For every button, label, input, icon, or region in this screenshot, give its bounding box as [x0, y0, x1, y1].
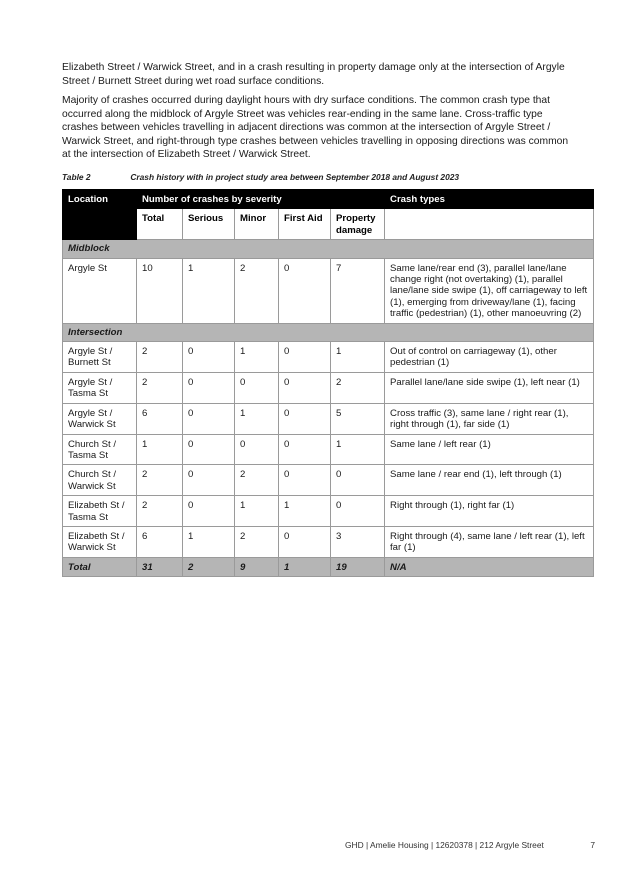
cell-minor: 9	[235, 557, 279, 576]
cell-property-damage: 1	[331, 434, 385, 465]
cell-total: 6	[137, 403, 183, 434]
footer-text: GHD | Amelie Housing | 12620378 | 212 Argyle Street	[345, 840, 544, 850]
header-blank	[63, 209, 137, 240]
cell-first-aid: 0	[279, 434, 331, 465]
cell-total: 2	[137, 372, 183, 403]
page-number: 7	[590, 840, 595, 850]
cell-location: Argyle St / Warwick St	[63, 403, 137, 434]
table-row	[63, 465, 594, 496]
header-first-aid: First Aid	[279, 209, 331, 240]
cell-property-damage: 0	[331, 496, 385, 527]
section-label: Intersection	[63, 323, 594, 341]
cell-property-damage: 3	[331, 526, 385, 557]
cell-serious: 1	[183, 526, 235, 557]
cell-minor: 0	[235, 372, 279, 403]
cell-property-damage: 5	[331, 403, 385, 434]
cell-location: Argyle St	[63, 258, 137, 323]
paragraph-intro: Elizabeth Street / Warwick Street, and in a crash resulting in property damage only at the intersection of Argyle Street / Burnett Street during wet road surface conditions.	[62, 62, 565, 87]
cell-total: 31	[137, 557, 183, 576]
cell-minor: 0	[235, 434, 279, 465]
cell-first-aid: 0	[279, 372, 331, 403]
table-row	[63, 434, 594, 465]
cell-crash-types: Right through (4), same lane / left rear (1), left far (1)	[385, 526, 594, 557]
cell-first-aid: 0	[279, 403, 331, 434]
cell-serious: 0	[183, 496, 235, 527]
cell-serious: 0	[183, 403, 235, 434]
cell-first-aid: 1	[279, 496, 331, 527]
cell-property-damage: 7	[331, 258, 385, 323]
header-total: Total	[137, 209, 183, 240]
cell-first-aid: 0	[279, 465, 331, 496]
table-number: Table 2	[62, 172, 91, 182]
cell-minor: 1	[235, 342, 279, 373]
table-row	[63, 372, 594, 403]
table-row	[63, 526, 594, 557]
section-label: Midblock	[63, 240, 594, 258]
table-row	[63, 403, 594, 434]
cell-property-damage: 0	[331, 465, 385, 496]
cell-crash-types: Out of control on carriageway (1), other pedestrian (1)	[385, 342, 594, 373]
cell-location: Church St / Warwick St	[63, 465, 137, 496]
cell-property-damage: 1	[331, 342, 385, 373]
cell-total: 10	[137, 258, 183, 323]
cell-crash-types: Same lane/rear end (3), parallel lane/lane change right (not overtaking) (1), parallel lane/lane side swipe (1), off carriageway to left (1), emerging from driveway/lane (1), facing traffic (pedestrian) (1), other manoeuvring (2)	[385, 258, 594, 323]
table-header-row	[63, 190, 594, 209]
cell-serious: 0	[183, 465, 235, 496]
cell-first-aid: 1	[279, 557, 331, 576]
cell-first-aid: 0	[279, 526, 331, 557]
table-row	[63, 496, 594, 527]
section-row-intersection	[63, 323, 594, 341]
cell-total: 6	[137, 526, 183, 557]
cell-location: Church St / Tasma St	[63, 434, 137, 465]
cell-crash-types: Same lane / left rear (1)	[385, 434, 594, 465]
cell-serious: 0	[183, 372, 235, 403]
cell-property-damage: 19	[331, 557, 385, 576]
header-minor: Minor	[235, 209, 279, 240]
header-serious: Serious	[183, 209, 235, 240]
cell-minor: 2	[235, 258, 279, 323]
header-crash-types: Crash types	[385, 190, 594, 209]
table-caption	[62, 172, 592, 182]
table-body	[63, 240, 594, 577]
cell-location: Elizabeth St / Warwick St	[63, 526, 137, 557]
cell-serious: 2	[183, 557, 235, 576]
cell-location: Argyle St / Tasma St	[63, 372, 137, 403]
cell-location: Argyle St / Burnett St	[63, 342, 137, 373]
table-total-row	[63, 557, 594, 576]
cell-crash-types: Cross traffic (3), same lane / right rear (1), right through (1), far side (1)	[385, 403, 594, 434]
header-severity-group: Number of crashes by severity	[137, 190, 385, 209]
cell-serious: 1	[183, 258, 235, 323]
table-row	[63, 342, 594, 373]
cell-first-aid: 0	[279, 258, 331, 323]
cell-total: 2	[137, 465, 183, 496]
header-blank-types	[385, 209, 594, 240]
cell-minor: 2	[235, 526, 279, 557]
cell-total: 2	[137, 496, 183, 527]
cell-minor: 2	[235, 465, 279, 496]
cell-property-damage: 2	[331, 372, 385, 403]
paragraph-summary: Majority of crashes occurred during daylight hours with dry surface conditions. The common crash type that occurred along the midblock of Argyle Street was vehicles rear-ending in the same lane. Cross-traffic type crashes between vehicles travelling in adjacent directions was common at the intersection of Argyle Street / Warwick Street, and right-through type crashes between vehicles travelling in opposing directions was common at the intersection of Elizabeth Street / Warwick Street.	[62, 95, 569, 161]
cell-crash-types: Right through (1), right far (1)	[385, 496, 594, 527]
section-row-midblock	[63, 240, 594, 258]
cell-serious: 0	[183, 434, 235, 465]
cell-location: Total	[63, 557, 137, 576]
cell-minor: 1	[235, 403, 279, 434]
cell-location: Elizabeth St / Tasma St	[63, 496, 137, 527]
cell-crash-types: N/A	[385, 557, 594, 576]
cell-serious: 0	[183, 342, 235, 373]
table-row	[63, 258, 594, 323]
cell-first-aid: 0	[279, 342, 331, 373]
cell-total: 2	[137, 342, 183, 373]
header-property-damage: Property damage	[331, 209, 385, 240]
header-location: Location	[63, 190, 137, 209]
table-title: Crash history with in project study area between September 2018 and August 2023	[130, 172, 460, 182]
cell-crash-types: Same lane / rear end (1), left through (1)	[385, 465, 594, 496]
crash-history-table	[62, 189, 594, 577]
cell-minor: 1	[235, 496, 279, 527]
cell-total: 1	[137, 434, 183, 465]
table-subheader-row	[63, 209, 594, 240]
cell-crash-types: Parallel lane/lane side swipe (1), left near (1)	[385, 372, 594, 403]
page-footer	[345, 840, 595, 850]
